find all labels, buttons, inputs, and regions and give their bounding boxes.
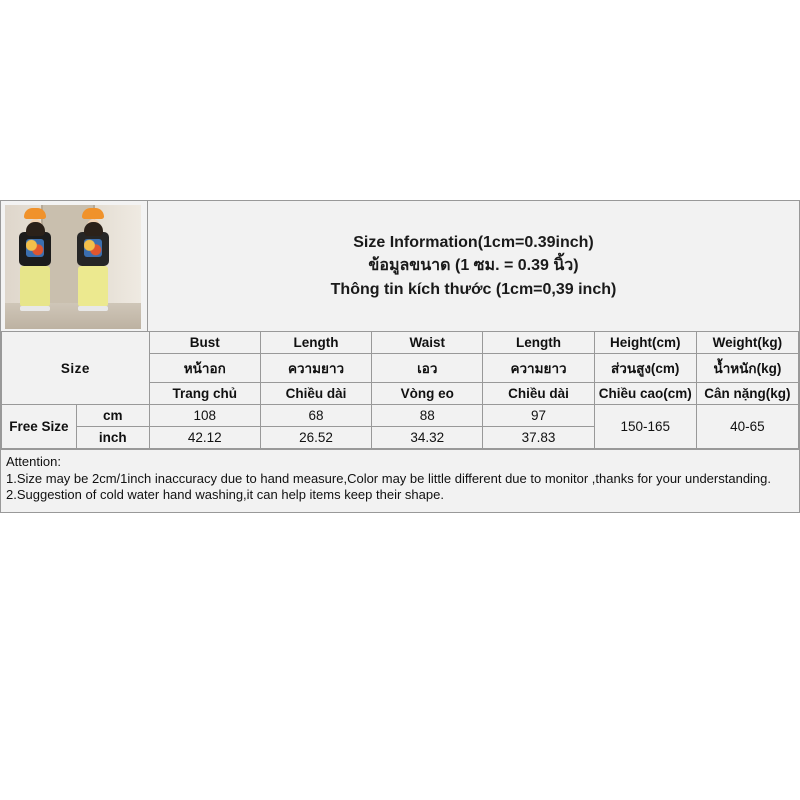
cell-bust-cm: 108	[149, 405, 260, 427]
cell-length1-inch: 26.52	[260, 427, 371, 449]
size-chart	[0, 200, 800, 513]
title-line-vi: Thông tin kích thước (1cm=0,39 inch)	[330, 280, 617, 298]
model-top	[19, 232, 51, 266]
product-photo-cell	[1, 201, 148, 331]
size-column-header: Size	[2, 332, 150, 405]
cell-length1-cm: 68	[260, 405, 371, 427]
header-bust-en: Bust	[149, 332, 260, 354]
model-pants	[78, 266, 108, 306]
attention-heading: Attention:	[6, 454, 61, 469]
header-height-vi: Chiều cao(cm)	[594, 383, 696, 405]
header-waist-en: Waist	[372, 332, 483, 354]
header-length1-vi: Chiều dài	[260, 383, 371, 405]
model-hair	[84, 222, 103, 236]
graphic-print	[84, 239, 102, 257]
row-unit-inch: inch	[76, 427, 149, 449]
title-line-en: Size Information(1cm=0.39inch)	[353, 234, 594, 252]
header-length2-th: ความยาว	[483, 354, 594, 383]
hat-icon	[82, 208, 104, 219]
model-top	[77, 232, 109, 266]
header-bust-th: หน้าอก	[149, 354, 260, 383]
row-unit-cm: cm	[76, 405, 149, 427]
size-information-title	[148, 201, 799, 331]
attention-section	[1, 449, 799, 512]
header-length2-en: Length	[483, 332, 594, 354]
header-waist-th: เอว	[372, 354, 483, 383]
attention-note-1: 1.Size may be 2cm/1inch inaccuracy due to hand measure,Color may be little different due to monitor ,thanks for your understanding.	[6, 470, 772, 486]
table-row-header-en	[2, 332, 799, 354]
header-length1-en: Length	[260, 332, 371, 354]
hat-icon	[24, 208, 46, 219]
header-weight-en: Weight(kg)	[696, 332, 798, 354]
model-shoes	[20, 306, 50, 311]
model-shoes	[78, 306, 108, 311]
header-weight-th: น้ำหนัก(kg)	[696, 354, 798, 383]
chart-header-row	[1, 201, 799, 331]
header-waist-vi: Vòng eo	[372, 383, 483, 405]
cell-length2-inch: 37.83	[483, 427, 594, 449]
header-bust-vi: Trang chủ	[149, 383, 260, 405]
model-right	[77, 208, 109, 311]
cell-weight-range: 40-65	[696, 405, 798, 449]
model-left	[19, 208, 51, 311]
cell-height-range: 150-165	[594, 405, 696, 449]
product-photo	[5, 205, 141, 329]
cell-waist-inch: 34.32	[372, 427, 483, 449]
header-weight-vi: Cân nặng(kg)	[696, 383, 798, 405]
cell-length2-cm: 97	[483, 405, 594, 427]
attention-note-2: 2.Suggestion of cold water hand washing,it can help items keep their shape.	[6, 487, 444, 503]
header-length1-th: ความยาว	[260, 354, 371, 383]
graphic-print	[26, 239, 44, 257]
model-pants	[20, 266, 50, 306]
row-size-free: Free Size	[2, 405, 77, 449]
title-line-th: ข้อมูลขนาด (1 ซม. = 0.39 นิ้ว)	[368, 257, 579, 275]
header-height-en: Height(cm)	[594, 332, 696, 354]
table-row	[2, 405, 799, 427]
header-height-th: ส่วนสูง(cm)	[594, 354, 696, 383]
size-table	[1, 331, 799, 449]
model-hair	[26, 222, 45, 236]
cell-bust-inch: 42.12	[149, 427, 260, 449]
cell-waist-cm: 88	[372, 405, 483, 427]
header-length2-vi: Chiều dài	[483, 383, 594, 405]
